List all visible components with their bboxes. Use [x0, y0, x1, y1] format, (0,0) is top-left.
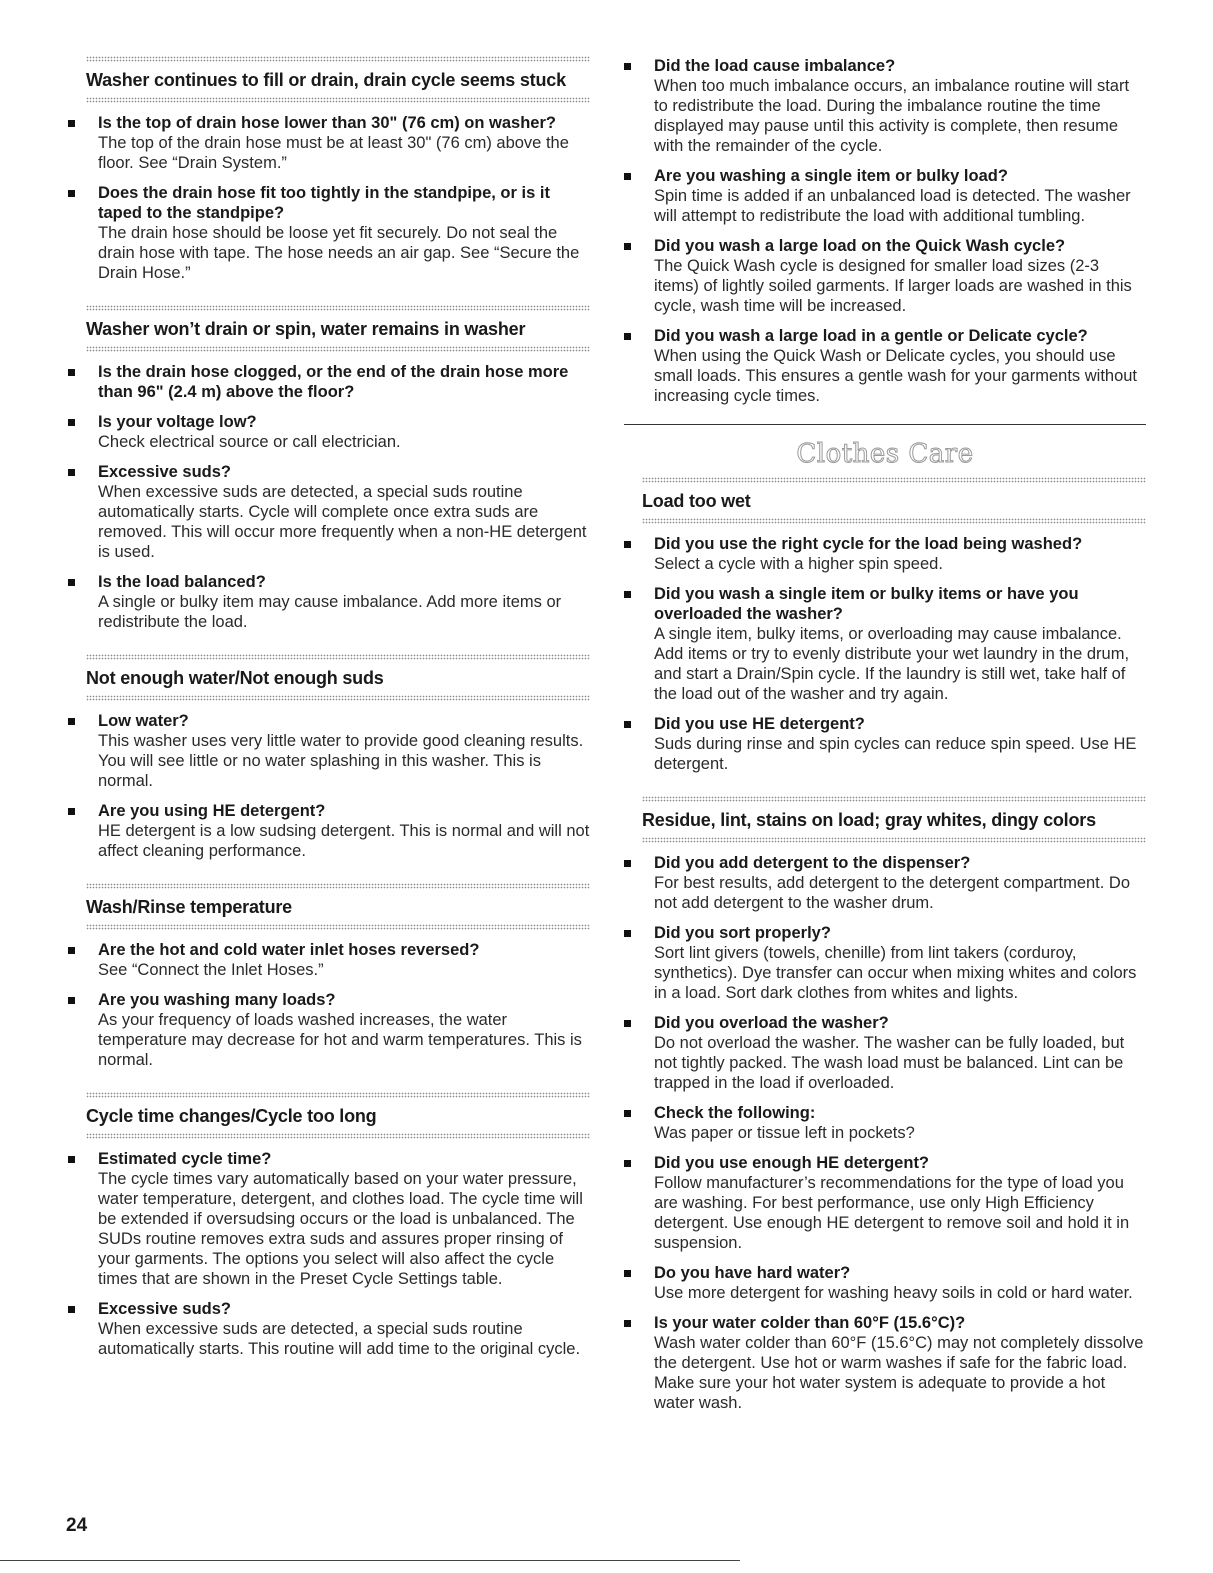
- answer: Check electrical source or call electrician.: [98, 433, 401, 451]
- question: Is the load balanced?: [98, 573, 266, 591]
- answer: A single item, bulky items, or overloading may cause imbalance. Add items or try to evenly distribute your wet laundry in the drum, and start a Drain/Spin cycle. If the laundry is still wet, take half of the load out of the washer and try again.: [654, 625, 1130, 703]
- troubleshooting-item: [68, 412, 590, 452]
- bullet-icon: [624, 63, 631, 70]
- section-header: [68, 56, 590, 103]
- dotted-rule: [86, 654, 590, 660]
- dotted-rule: [86, 346, 590, 352]
- bullet-icon: [68, 120, 75, 127]
- question: Did you use enough HE detergent?: [654, 1154, 930, 1172]
- question: Did you wash a large load on the Quick Wash cycle?: [654, 237, 1066, 255]
- question: Did you wash a large load in a gentle or Delicate cycle?: [654, 327, 1088, 345]
- question: Did you overload the washer?: [654, 1014, 889, 1032]
- bullet-icon: [624, 860, 631, 867]
- bullet-icon: [624, 1270, 631, 1277]
- troubleshooting-item: [624, 1103, 1146, 1143]
- question: Is the top of drain hose lower than 30" (76 cm) on washer?: [98, 114, 556, 132]
- troubleshooting-item: [68, 572, 590, 632]
- left-column: [68, 56, 590, 1381]
- answer: As your frequency of loads washed increases, the water temperature may decrease for hot and warm temperatures. This is normal.: [98, 1011, 582, 1069]
- clothes-care-banner: Clothes Care: [796, 439, 974, 469]
- troubleshooting-item: [624, 326, 1146, 406]
- troubleshooting-item: [624, 923, 1146, 1003]
- answer: Select a cycle with a higher spin speed.: [654, 555, 943, 573]
- troubleshooting-item: [624, 1153, 1146, 1253]
- question: Are you using HE detergent?: [98, 802, 326, 820]
- question: Are you washing a single item or bulky load?: [654, 167, 1008, 185]
- question: Excessive suds?: [98, 463, 231, 481]
- question: Did you wash a single item or bulky items or have you overloaded the washer?: [654, 585, 1079, 623]
- troubleshooting-section: [68, 305, 590, 632]
- bullet-icon: [68, 718, 75, 725]
- question: Do you have hard water?: [654, 1264, 851, 1282]
- dotted-rule: [642, 518, 1146, 524]
- bullet-icon: [68, 997, 75, 1004]
- dotted-rule: [86, 97, 590, 103]
- answer: This washer uses very little water to provide good cleaning results. You will see little or no water splashing in this washer. This is normal.: [98, 732, 584, 790]
- section-title: Load too wet: [642, 491, 751, 511]
- section-header: [68, 1092, 590, 1139]
- dotted-rule: [86, 1092, 590, 1098]
- bullet-icon: [624, 591, 631, 598]
- answer: Spin time is added if an unbalanced load is detected. The washer will attempt to redistribute the load with additional tumbling.: [654, 187, 1131, 225]
- question: Did you use HE detergent?: [654, 715, 865, 733]
- answer: When using the Quick Wash or Delicate cycles, you should use small loads. This ensures a gentle wash for your garments without increasing cycle times.: [654, 347, 1138, 405]
- bullet-icon: [624, 930, 631, 937]
- imbalance-items: [624, 56, 1146, 406]
- question: Does the drain hose fit too tightly in the standpipe, or is it taped to the standpipe?: [98, 184, 550, 222]
- answer: When excessive suds are detected, a special suds routine automatically starts. Cycle will complete once extra suds are removed. This will occur more frequently when a non-HE detergent is used.: [98, 483, 587, 561]
- bullet-icon: [68, 190, 75, 197]
- answer: Use more detergent for washing heavy soils in cold or hard water.: [654, 1284, 1133, 1302]
- answer: Suds during rinse and spin cycles can reduce spin speed. Use HE detergent.: [654, 735, 1137, 773]
- troubleshooting-item: [68, 1149, 590, 1289]
- section-header: [68, 883, 590, 930]
- section-header: [624, 477, 1146, 524]
- troubleshooting-item: [68, 990, 590, 1070]
- question: Are you washing many loads?: [98, 991, 336, 1009]
- troubleshooting-item: [68, 801, 590, 861]
- answer: Sort lint givers (towels, chenille) from lint takers (corduroy, synthetics). Dye transfer can occur when mixing whites and colors in a load. Sort dark clothes from whites and lights.: [654, 944, 1137, 1002]
- troubleshooting-item: [68, 362, 590, 402]
- dotted-rule: [86, 695, 590, 701]
- section-header: [624, 796, 1146, 843]
- question: Estimated cycle time?: [98, 1150, 272, 1168]
- dotted-rule: [86, 1133, 590, 1139]
- troubleshooting-item: [68, 1299, 590, 1359]
- troubleshooting-section: [68, 654, 590, 861]
- bullet-icon: [624, 333, 631, 340]
- dotted-rule: [86, 56, 590, 62]
- section-title: Washer won’t drain or spin, water remains in washer: [86, 319, 526, 339]
- answer: A single or bulky item may cause imbalance. Add more items or redistribute the load.: [98, 593, 562, 631]
- bullet-icon: [624, 721, 631, 728]
- troubleshooting-item: [624, 584, 1146, 704]
- answer: The Quick Wash cycle is designed for smaller load sizes (2-3 items) of lightly soiled garments. If larger loads are washed in this cycle, wash time will be increased.: [654, 257, 1132, 315]
- section-divider: [624, 424, 1146, 425]
- bullet-icon: [68, 1156, 75, 1163]
- bullet-icon: [68, 419, 75, 426]
- answer: HE detergent is a low sudsing detergent. This is normal and will not affect cleaning performance.: [98, 822, 590, 860]
- dotted-rule: [642, 477, 1146, 483]
- bullet-icon: [624, 173, 631, 180]
- section-title: Residue, lint, stains on load; gray whites, dingy colors: [642, 810, 1096, 830]
- dotted-rule: [642, 796, 1146, 802]
- answer: Do not overload the washer. The washer can be fully loaded, but not tightly packed. The wash load must be balanced. Lint can be trapped in the load if overloaded.: [654, 1034, 1125, 1092]
- answer: The drain hose should be loose yet fit securely. Do not seal the drain hose with tape. The hose needs an air gap. See “Secure the Drain Hose.”: [98, 224, 580, 282]
- troubleshooting-item: [624, 56, 1146, 156]
- troubleshooting-item: [624, 1313, 1146, 1413]
- troubleshooting-section: [68, 56, 590, 283]
- section-title: Wash/Rinse temperature: [86, 897, 292, 917]
- answer: When excessive suds are detected, a special suds routine automatically starts. This routine will add time to the original cycle.: [98, 1320, 581, 1358]
- section-title: Washer continues to fill or drain, drain cycle seems stuck: [86, 70, 566, 90]
- troubleshooting-item: [624, 236, 1146, 316]
- bullet-icon: [68, 369, 75, 376]
- page-number: 24: [66, 1515, 88, 1536]
- troubleshooting-item: [68, 462, 590, 562]
- question: Excessive suds?: [98, 1300, 231, 1318]
- bullet-icon: [68, 1306, 75, 1313]
- bullet-icon: [68, 469, 75, 476]
- dotted-rule: [86, 305, 590, 311]
- dotted-rule: [86, 883, 590, 889]
- troubleshooting-section: [68, 883, 590, 1070]
- troubleshooting-section: [68, 1092, 590, 1359]
- troubleshooting-item: [624, 1263, 1146, 1303]
- answer: When too much imbalance occurs, an imbalance routine will start to redistribute the load. During the imbalance routine the time displayed may pause until this activity is complete, then resume with the remainder of the cycle.: [654, 77, 1130, 155]
- troubleshooting-item: [68, 711, 590, 791]
- answer: See “Connect the Inlet Hoses.”: [98, 961, 324, 979]
- clothes-care-sections: [624, 477, 1146, 1413]
- footer-rule: [0, 1560, 740, 1561]
- question: Is your voltage low?: [98, 413, 257, 431]
- question: Are the hot and cold water inlet hoses reversed?: [98, 941, 480, 959]
- troubleshooting-section: [624, 477, 1146, 774]
- answer: The top of the drain hose must be at least 30" (76 cm) above the floor. See “Drain System.”: [98, 134, 569, 172]
- troubleshooting-item: [68, 940, 590, 980]
- question: Low water?: [98, 712, 189, 730]
- right-column: [624, 56, 1146, 1435]
- bullet-icon: [68, 808, 75, 815]
- bullet-icon: [624, 541, 631, 548]
- bullet-icon: [624, 1020, 631, 1027]
- section-title: Not enough water/Not enough suds: [86, 668, 384, 688]
- dotted-rule: [86, 924, 590, 930]
- troubleshooting-item: [624, 714, 1146, 774]
- troubleshooting-item: [624, 166, 1146, 226]
- bullet-icon: [624, 1160, 631, 1167]
- bullet-icon: [68, 947, 75, 954]
- bullet-icon: [624, 1110, 631, 1117]
- question: Did the load cause imbalance?: [654, 57, 896, 75]
- question: Did you add detergent to the dispenser?: [654, 854, 971, 872]
- section-header: [68, 305, 590, 352]
- troubleshooting-item: [624, 853, 1146, 913]
- troubleshooting-item: [624, 1013, 1146, 1093]
- bullet-icon: [68, 579, 75, 586]
- troubleshooting-section: [624, 796, 1146, 1413]
- question: Is your water colder than 60°F (15.6°C)?: [654, 1314, 966, 1332]
- bullet-icon: [624, 1320, 631, 1327]
- question: Check the following:: [654, 1104, 816, 1122]
- question: Did you sort properly?: [654, 924, 831, 942]
- answer: The cycle times vary automatically based on your water pressure, water temperature, detergent, and clothes load. The cycle time will be extended if oversudsing occurs or the load is unbalanced. The SUDs routine removes extra suds and assures proper rinsing of your garments. The options you select will also affect the cycle times that are shown in the Preset Cycle Settings table.: [98, 1170, 583, 1288]
- dotted-rule: [642, 837, 1146, 843]
- section-title: Cycle time changes/Cycle too long: [86, 1106, 377, 1126]
- troubleshooting-item: [68, 113, 590, 173]
- question: Is the drain hose clogged, or the end of the drain hose more than 96" (2.4 m) above the floor?: [98, 363, 569, 401]
- section-header: [68, 654, 590, 701]
- troubleshooting-item: [68, 183, 590, 283]
- answer: Wash water colder than 60°F (15.6°C) may not completely dissolve the detergent. Use hot or warm washes if safe for the fabric load. Make sure your hot water system is adequate to provide a hot water wash.: [654, 1334, 1144, 1412]
- answer: Was paper or tissue left in pockets?: [654, 1124, 915, 1142]
- bullet-icon: [624, 243, 631, 250]
- answer: For best results, add detergent to the detergent compartment. Do not add detergent to the washer drum.: [654, 874, 1131, 912]
- question: Did you use the right cycle for the load being washed?: [654, 535, 1083, 553]
- answer: Follow manufacturer’s recommendations for the type of load you are washing. For best performance, use only High Efficiency detergent. Use enough HE detergent to remove soil and hold it in suspension.: [654, 1174, 1130, 1252]
- troubleshooting-item: [624, 534, 1146, 574]
